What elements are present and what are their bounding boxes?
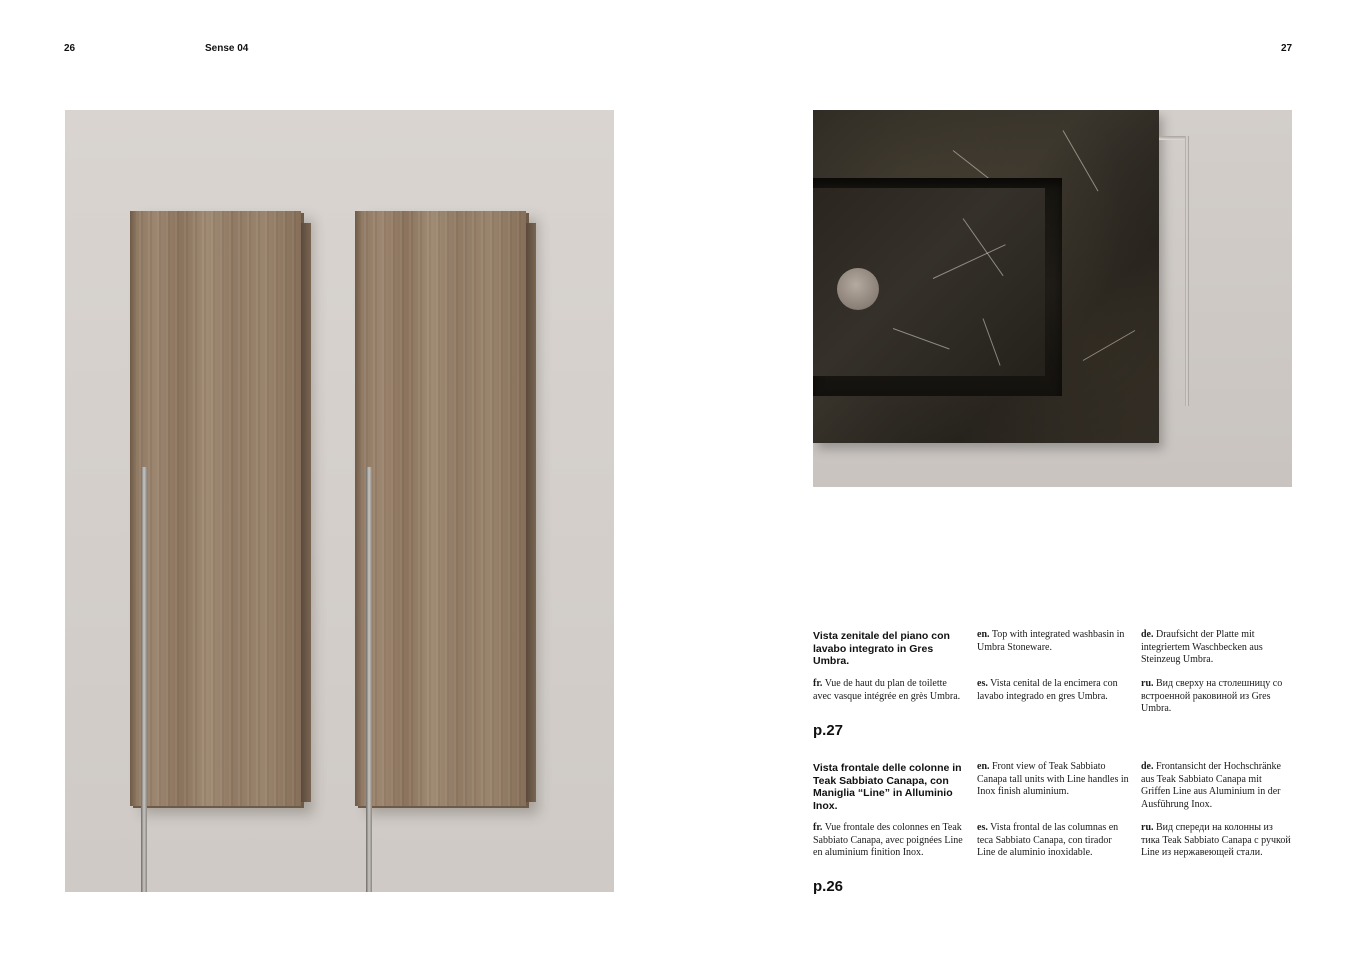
integrated-basin (813, 178, 1062, 396)
caption-de: de. Draufsicht der Platte mit integriertem Waschbecken aus Steinzeug Umbra. (1141, 629, 1263, 665)
page-number-left: 26 (64, 43, 76, 54)
columns-photo (65, 110, 614, 892)
drain (837, 268, 879, 310)
caption-fr: fr. Vue frontale des colonnes en Teak Sabbiato Canapa, avec poignées Line en aluminium finition Inox. (813, 822, 963, 858)
caption-fr: fr. Vue de haut du plan de toilette avec vasque intégrée en grès Umbra. (813, 678, 961, 702)
caption-title-it: Vista zenitale del piano con lavabo integrato in Gres Umbra. (813, 630, 950, 667)
marble-top (813, 110, 1159, 443)
caption-de: de. Frontansicht der Hochschränke aus Teak Sabbiato Canapa mit Griffen Line aus Aluminium in der Ausführung Inox. (1141, 761, 1281, 810)
line-handle (141, 467, 147, 892)
washbasin-photo (813, 110, 1292, 487)
caption-en: en. Front view of Teak Sabbiato Canapa tall units with Line handles in Inox finish aluminium. (977, 761, 1129, 797)
caption-ru: ru. Вид сверху на столешницу со встроенной раковиной из Gres Umbra. (1141, 678, 1283, 714)
line-handle (366, 467, 372, 892)
caption-ru: ru. Вид спереди на колонны из тика Teak Sabbiato Canapa с ручкой Line из нержавеющей стали. (1141, 822, 1291, 858)
tap (1185, 136, 1189, 406)
page-reference: p.26 (813, 878, 844, 895)
caption-es: es. Vista cenital de la encimera con lavabo integrado en gres Umbra. (977, 678, 1118, 702)
column-unit-right (355, 211, 526, 806)
section-title: Sense 04 (205, 43, 249, 54)
column-unit-left (130, 211, 301, 806)
caption-title-it: Vista frontale delle colonne in Teak Sabbiato Canapa, con Maniglia “Line” in Alluminio Inox. (813, 762, 962, 812)
caption-es: es. Vista frontal de las columnas en teca Sabbiato Canapa, con tirador Line de aluminio inoxidable. (977, 822, 1119, 858)
page-reference: p.27 (813, 722, 844, 739)
caption-en: en. Top with integrated washbasin in Umbra Stoneware. (977, 629, 1125, 653)
page-number-right: 27 (1281, 43, 1293, 54)
